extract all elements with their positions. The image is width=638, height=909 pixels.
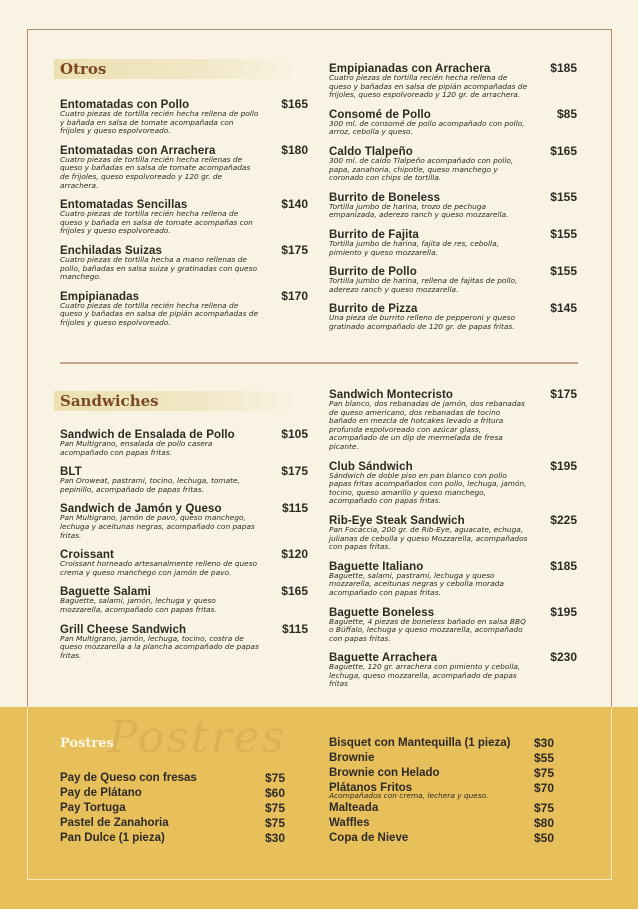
sandwiches-right-column (329, 387, 577, 696)
item-price: $175 (281, 242, 308, 257)
menu-item (60, 464, 308, 494)
menu-item (329, 650, 577, 689)
dessert-item (329, 751, 554, 766)
menu-item (329, 387, 577, 452)
item-price: $185 (550, 558, 577, 573)
item-price: $195 (550, 458, 577, 473)
item-price: $75 (264, 771, 285, 785)
menu-item (60, 622, 308, 661)
item-name: Burrito de Fajita (329, 228, 419, 241)
item-description: Pan Focaccia, 200 gr. de Rib-Eye, aguacate, echuga, julianas de cebolla y queso Mozzarella, acompañados con papas fritas. (329, 524, 528, 552)
menu-item (60, 547, 308, 577)
item-description: 300 ml. de caldo Tlalpeño acompañado con pollo, papa, zanahoria, chipotle, queso manchego y coronado con chips de tortilla. (329, 155, 514, 183)
menu-item (60, 243, 308, 282)
menu-item (329, 144, 577, 183)
item-name: Entomatadas Sencillas (60, 199, 188, 212)
item-price: $55 (533, 751, 554, 765)
item-description: Pan Multigrano, ensalada de pollo casera acompañado con papas fritas. (60, 439, 213, 457)
item-price: $80 (533, 816, 554, 830)
item-price: $180 (281, 142, 308, 157)
item-price: $155 (550, 226, 577, 241)
item-name: Plátanos Fritos (329, 782, 413, 794)
menu-item (60, 97, 308, 136)
item-price: $115 (281, 501, 308, 516)
item-price: $140 (281, 197, 308, 212)
item-name: Grill Cheese Sandwich (60, 623, 187, 636)
item-description: Pan Multigrano, jamón de pavo, queso manchego, lechuga y aceitunas negras, acompañado con papas fritas. (60, 513, 255, 540)
item-name: Burrito de Boneless (329, 191, 441, 204)
item-name: Club Sándwich (329, 460, 413, 473)
menu-item (329, 61, 577, 100)
menu-item (60, 289, 308, 328)
dessert-item (329, 736, 554, 751)
postres-script-watermark: Postres (108, 712, 287, 763)
item-name: Sandwich de Ensalada de Pollo (60, 429, 235, 441)
item-price: $225 (550, 512, 577, 527)
item-price: $120 (281, 547, 308, 562)
menu-item (329, 559, 577, 598)
item-description: Cuatro piezas de tortilla recién hecha rellenas de queso y bañadas en salsa de tomate acompañadas de frijoles, queso espolvoreado y 120 gr. de arrachera. (60, 154, 251, 190)
item-price: $115 (281, 621, 308, 636)
menu-item (329, 605, 577, 644)
item-price: $165 (550, 143, 577, 158)
item-name: Enchiladas Suizas (60, 244, 163, 257)
dessert-item (329, 801, 554, 816)
postres-right-column (329, 736, 554, 846)
dessert-item (60, 816, 285, 831)
item-price: $155 (550, 189, 577, 204)
item-description: Cuatro piezas de tortilla recién hecha rellena de queso y bañadas en salsa de pipián acompañadas de frijoles, queso espolvoreado y 120 gr. de arrachera. (329, 73, 528, 100)
item-name: Brownie con Helado (329, 767, 440, 779)
item-name: Empipianadas (60, 290, 140, 303)
dessert-item (60, 831, 285, 846)
item-description: Pan Oroweat, pastrami, tocino, lechuga, tomate, pepinillo, acompañado de papas fritas. (60, 476, 240, 494)
menu-item (60, 197, 308, 236)
menu-item (329, 227, 577, 257)
item-description: Cuatro piezas de tortilla recién hecha rellena de pollo y bañada en salsa de tomate acompañada con frijoles y queso espolvoreado. (60, 109, 259, 136)
item-price: $70 (533, 781, 554, 795)
item-name: Baguette Arrachera (329, 652, 438, 665)
item-price: $165 (281, 97, 308, 111)
item-name: Croissant (60, 549, 114, 562)
section-divider (60, 362, 578, 364)
dessert-item (329, 816, 554, 831)
item-price: $75 (264, 801, 285, 815)
item-description: Acompañados con crema, lechera y queso. (329, 791, 489, 800)
menu-item (60, 427, 308, 457)
dessert-item (60, 771, 285, 786)
item-name: Baguette Italiano (329, 560, 424, 573)
item-description: Cuatro piezas de tortilla recién hecha rellena de queso y bañada en salsa de tomate acompañas con frijoles y queso espolvoreado. (60, 209, 253, 236)
item-description: Pan blanco, dos rebanadas de jamón, dos rebanadas de queso americano, dos rebanadas de tocino bañado en mezcla de hotcakes levado a fritura profunda espolvoreado con azúcar glass, acompañado de un dip de mermelada de fresa picante. (329, 399, 525, 451)
dessert-item (329, 831, 554, 846)
item-description: Tortilla jumbo de harina, rellena de fajitas de pollo, aderezo ranch y queso mozzarella. (329, 276, 518, 294)
section-title-sandwiches: Sandwiches (54, 391, 294, 411)
item-name: Empipianadas con Arrachera (329, 63, 491, 75)
item-name: Pay de Queso con fresas (60, 772, 197, 784)
item-name: Baguette Salami (60, 586, 151, 599)
menu-item (329, 264, 577, 294)
item-price: $145 (550, 301, 577, 316)
item-description: Cuatro piezas de tortilla recién hecha rellena de queso y bañadas en salsa de pipián acompañadas de frijoles y queso espolvoreado. (60, 300, 259, 327)
item-price: $75 (533, 766, 554, 780)
item-description: Sándwich de doble piso en pan blanco con pollo papas fritas acompañados con pollo, lechuga, jamón, tocino, queso amarillo y queso manchego, acompañado con papas fritas. (329, 470, 527, 506)
section-title-otros: Otros (54, 59, 294, 79)
item-description: Baguette, 4 piezas de boneless bañado en salsa BBQ o Búffalo, lechuga y queso mozzarella, acompañado con papas fritas. (329, 616, 526, 643)
sandwiches-left-column (60, 427, 308, 667)
item-name: BLT (60, 466, 82, 479)
section-title-postres: Postres (60, 736, 114, 751)
item-name: Malteada (329, 802, 379, 814)
menu-item (60, 143, 308, 190)
item-name: Pastel de Zanahoria (60, 817, 169, 829)
item-name: Sandwich de Jamón y Queso (60, 503, 222, 516)
item-price: $170 (281, 288, 308, 303)
item-description: Tortilla jumbo de harina, trozo de pechuga empanizada, aderezo ranch y queso mozzarella. (329, 201, 509, 220)
item-price: $195 (550, 604, 577, 619)
item-name: Caldo Tlalpeño (329, 145, 413, 158)
item-price: $85 (556, 106, 577, 121)
item-name: Brownie (329, 752, 375, 764)
item-name: Pay Tortuga (60, 802, 126, 814)
menu-item (329, 459, 577, 506)
item-name: Sandwich Montecristo (329, 389, 454, 401)
item-name: Waffles (329, 817, 370, 829)
item-description: Una pieza de burrito relleno de pepperoni y queso gratinado acompañado de 120 gr. de papas fritas. (329, 313, 516, 331)
item-name: Pay de Plátano (60, 787, 142, 799)
item-price: $230 (550, 650, 577, 665)
item-name: Entomatadas con Arrachera (60, 144, 216, 157)
menu-item (60, 501, 308, 540)
item-name: Entomatadas con Pollo (60, 99, 190, 111)
menu-item (329, 301, 577, 331)
item-name: Rib-Eye Steak Sandwich (329, 514, 465, 527)
dessert-item (329, 766, 554, 781)
item-name: Copa de Nieve (329, 832, 409, 844)
item-price: $105 (281, 427, 308, 441)
item-price: $175 (550, 387, 577, 401)
item-price: $75 (533, 801, 554, 815)
menu-item (329, 513, 577, 552)
item-description: Baguette, salami, pastrami, lechuga y queso mozzarella, aceitunas negras y cebolla morada acompañado con papas fritas. (329, 570, 504, 597)
item-name: Pan Dulce (1 pieza) (60, 832, 165, 844)
item-name: Baguette Boneless (329, 606, 435, 619)
item-description: Pan Multigrano, jamón, lechuga, tocino, costra de queso mozzarella a la plancha acompañado de papas fritas. (60, 633, 259, 660)
item-name: Bisquet con Mantequilla (1 pieza) (329, 737, 511, 749)
item-name: Consomé de Pollo (329, 108, 431, 121)
dessert-item (60, 786, 285, 801)
menu-item (329, 107, 577, 137)
item-price: $30 (264, 831, 285, 845)
item-price: $50 (533, 831, 554, 845)
dessert-item (60, 801, 285, 816)
menu-item (329, 190, 577, 220)
item-description: Croissant horneado artesanalmente relleno de queso crema y queso manchego con jamón de pavo. (60, 559, 258, 577)
item-description: 300 ml. de consomé de pollo acompañado con pollo, arroz, cebolla y queso. (329, 118, 525, 137)
item-description: Baguette, salami, jamón, lechuga y queso mozzarella, acompañado con papas fritas. (60, 596, 217, 614)
item-name: Burrito de Pizza (329, 303, 418, 316)
item-name: Burrito de Pollo (329, 266, 417, 279)
otros-left-column (60, 97, 308, 335)
item-description: Baguette, 120 gr. arrachera con pimiento y cebolla, lechuga, queso mozzarella, acompañado de papas fritas (329, 662, 521, 689)
otros-right-column (329, 61, 577, 339)
menu-item (60, 584, 308, 614)
item-description: Cuatro piezas de tortilla hecha a mano rellenas de pollo, bañadas en salsa suiza y gratinadas con queso manchego. (60, 254, 257, 282)
item-price: $30 (533, 736, 554, 750)
postres-left-column (60, 771, 285, 846)
item-description: Tortilla jumbo de harina, fajita de res, cebolla, pimiento y queso mozzarella. (329, 238, 499, 257)
item-price: $155 (550, 264, 577, 279)
item-price: $165 (281, 584, 308, 599)
item-price: $75 (264, 816, 285, 830)
item-price: $175 (281, 464, 308, 479)
item-price: $185 (550, 61, 577, 75)
item-price: $60 (264, 786, 285, 800)
